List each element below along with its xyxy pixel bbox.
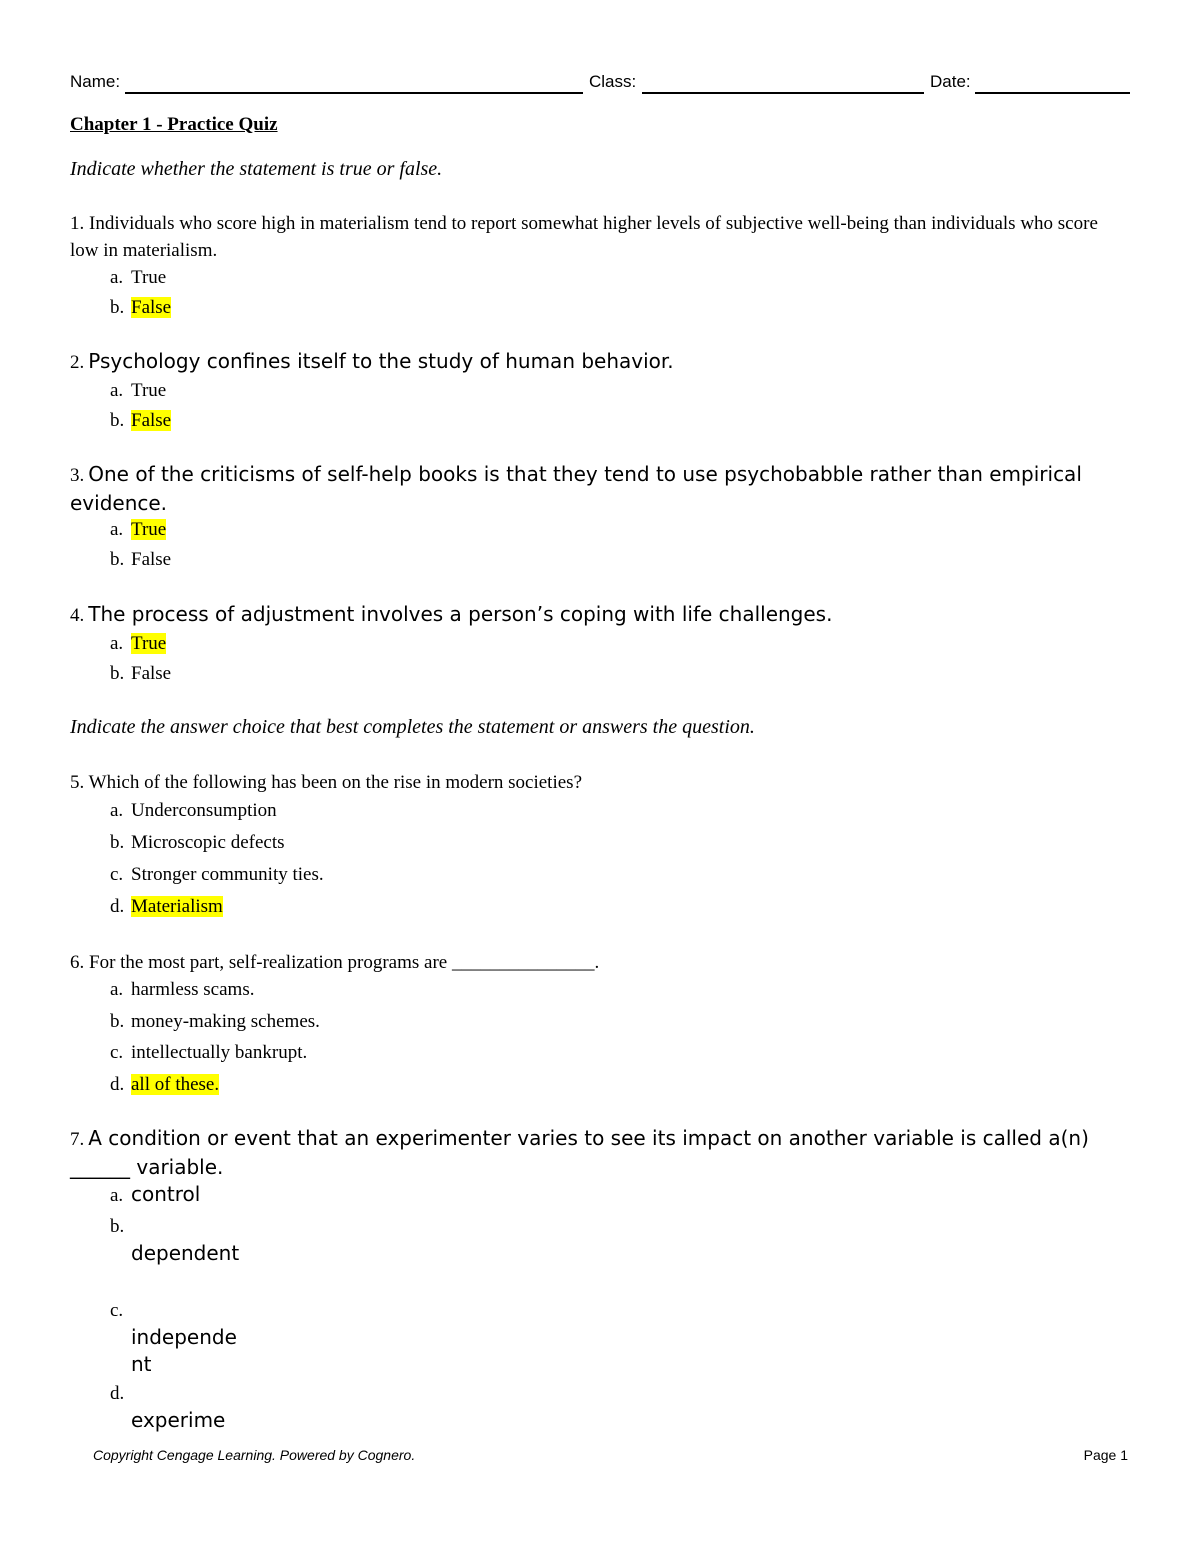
question-text: For the most part, self-realization programs are _______________. xyxy=(89,952,600,973)
option-text: Underconsumption xyxy=(131,800,277,821)
option-7a[interactable] xyxy=(110,1181,200,1209)
option-7b[interactable] xyxy=(110,1214,249,1267)
name-field[interactable] xyxy=(125,92,583,94)
option-letter: c. xyxy=(110,864,124,885)
question-text: Which of the following has been on the rise in modern societies? xyxy=(88,772,583,793)
question-number: 2. xyxy=(70,352,85,373)
question-2 xyxy=(70,348,1120,376)
question-text: The process of adjustment involves a person’s coping with life challenges. xyxy=(88,602,833,626)
option-text: dependent xyxy=(131,1241,240,1265)
option-text-highlighted: all of these. xyxy=(131,1074,220,1095)
question-number: 7. xyxy=(70,1129,85,1150)
option-letter: a. xyxy=(110,519,124,540)
option-text: intellectually bankrupt. xyxy=(131,1042,308,1063)
option-text: harmless scams. xyxy=(131,979,255,1000)
option-5c[interactable] xyxy=(110,862,324,888)
class-label: Class: xyxy=(589,72,637,91)
question-number: 5. xyxy=(70,772,85,793)
option-letter: c. xyxy=(110,1042,124,1063)
option-letter: b. xyxy=(110,297,125,318)
date-field[interactable] xyxy=(975,92,1130,94)
question-number: 1. xyxy=(70,213,85,234)
option-5d[interactable] xyxy=(110,894,223,920)
option-5b[interactable] xyxy=(110,830,285,856)
page-number: Page 1 xyxy=(1083,1447,1128,1463)
option-letter: b. xyxy=(110,1011,125,1032)
option-5a[interactable] xyxy=(110,798,277,824)
option-6c[interactable] xyxy=(110,1040,307,1066)
option-text: True xyxy=(131,380,167,401)
option-letter: c. xyxy=(110,1300,124,1321)
option-letter: b. xyxy=(110,549,125,570)
option-4a[interactable] xyxy=(110,631,166,657)
name-label: Name: xyxy=(70,72,121,91)
option-3a[interactable] xyxy=(110,517,166,543)
option-letter: a. xyxy=(110,380,124,401)
option-letter: d. xyxy=(110,1074,125,1095)
copyright-footer: Copyright Cengage Learning. Powered by Cognero. xyxy=(93,1447,416,1463)
option-text: Stronger community ties. xyxy=(131,864,324,885)
option-text-highlighted: False xyxy=(131,410,172,431)
option-text: False xyxy=(131,663,172,684)
option-text: experime xyxy=(131,1408,226,1432)
option-text-highlighted: True xyxy=(131,633,167,654)
class-field[interactable] xyxy=(642,92,924,94)
date-label: Date: xyxy=(930,72,971,91)
question-4 xyxy=(70,601,1120,629)
option-text-highlighted: Materialism xyxy=(131,896,223,917)
header-fields xyxy=(70,70,1130,96)
question-text: Psychology confines itself to the study of human behavior. xyxy=(88,349,674,373)
question-text: Individuals who score high in materialism tend to report somewhat higher levels of subjective well-being than individuals who score low in materialism. xyxy=(70,213,1098,261)
option-text-highlighted: True xyxy=(131,519,167,540)
question-number: 4. xyxy=(70,605,85,626)
option-letter: b. xyxy=(110,663,125,684)
option-letter: b. xyxy=(110,832,125,853)
option-letter: a. xyxy=(110,800,124,821)
question-text: One of the criticisms of self-help books is that they tend to use psychobabble rather than empirical evidence. xyxy=(70,462,1082,515)
option-7c[interactable] xyxy=(110,1298,239,1378)
option-letter: d. xyxy=(110,896,125,917)
question-5 xyxy=(70,769,1120,796)
option-1a[interactable] xyxy=(110,265,166,291)
question-number: 3. xyxy=(70,465,85,486)
option-6d[interactable] xyxy=(110,1072,219,1098)
true-false-instruction: Indicate whether the statement is true or false. xyxy=(70,158,443,180)
question-text: A condition or event that an experimenter varies to see its impact on another variable is called a(n) ______ variable. xyxy=(70,1126,1089,1179)
option-letter: a. xyxy=(110,1185,124,1206)
question-6 xyxy=(70,949,1120,976)
option-3b[interactable] xyxy=(110,547,171,573)
question-3 xyxy=(70,461,1120,519)
option-text: control xyxy=(131,1182,201,1206)
option-letter: b. xyxy=(110,410,125,431)
page-title: Chapter 1 - Practice Quiz xyxy=(70,114,278,135)
option-2a[interactable] xyxy=(110,378,166,404)
question-number: 6. xyxy=(70,952,85,973)
option-text-highlighted: independent xyxy=(131,1325,237,1376)
option-7d[interactable] xyxy=(110,1381,261,1434)
option-text: Microscopic defects xyxy=(131,832,285,853)
option-letter: d. xyxy=(110,1383,125,1404)
question-1 xyxy=(70,210,1120,264)
multiple-choice-instruction: Indicate the answer choice that best completes the statement or answers the question. xyxy=(70,716,755,738)
option-6a[interactable] xyxy=(110,977,254,1003)
option-4b[interactable] xyxy=(110,661,171,687)
option-letter: b. xyxy=(110,1216,125,1237)
question-7 xyxy=(70,1125,1120,1183)
option-letter: a. xyxy=(110,633,124,654)
option-text: False xyxy=(131,549,172,570)
option-2b[interactable] xyxy=(110,408,171,434)
option-text-highlighted: False xyxy=(131,297,172,318)
option-letter: a. xyxy=(110,267,124,288)
option-text: True xyxy=(131,267,167,288)
option-1b[interactable] xyxy=(110,295,171,321)
option-text: money-making schemes. xyxy=(131,1011,320,1032)
option-letter: a. xyxy=(110,979,124,1000)
option-6b[interactable] xyxy=(110,1009,320,1035)
